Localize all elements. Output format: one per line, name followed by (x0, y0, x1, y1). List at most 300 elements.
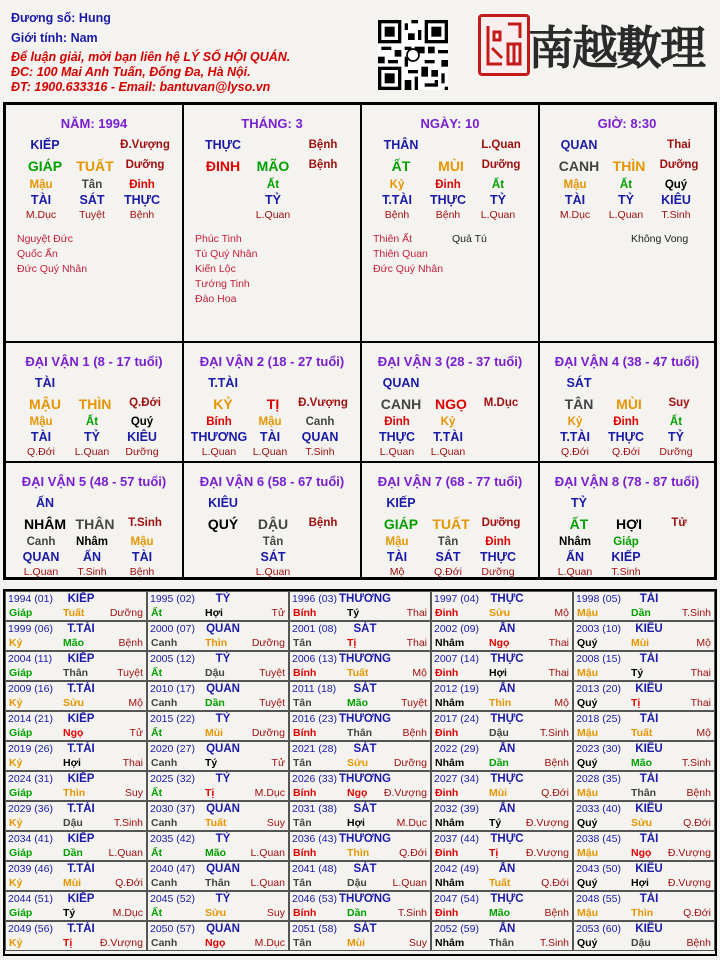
year-cell (431, 891, 573, 921)
luck-title: ĐẠI VẬN 4 (38 - 47 tuổi) (554, 354, 700, 369)
year-stem: Đinh (435, 607, 459, 619)
year-stem: Canh (151, 937, 178, 949)
year-cell (431, 801, 573, 831)
year-cell (5, 891, 147, 921)
year-god: KIÊU (635, 923, 663, 935)
year-label: 2052 (59) (434, 923, 479, 935)
luck-branch: THÌN (78, 396, 112, 412)
hidden-stem: Đinh (129, 179, 155, 191)
year-god: THƯƠNG (339, 593, 391, 605)
luck-branch: THÂN (75, 516, 115, 532)
year-phase: T.Sinh (681, 607, 711, 619)
luck-title: ĐẠI VẬN 7 (68 - 77 tuổi) (377, 474, 523, 489)
year-phase: M.Dục (112, 907, 143, 919)
year-branch: Ngọ (205, 937, 226, 949)
year-god: TÀI (639, 713, 659, 725)
year-label: 2043 (50) (576, 863, 621, 875)
year-stem: Tân (293, 937, 312, 949)
year-branch: Dần (489, 757, 509, 769)
year-label: 2022 (29) (434, 743, 479, 755)
shensha-star: Đức Quý Nhân (17, 263, 88, 275)
year-phase: L.Quan (250, 877, 285, 889)
year-branch: Tuất (63, 607, 85, 619)
hidden-phase: Dưỡng (125, 446, 159, 458)
year-god: ẤN (498, 623, 516, 635)
pillar-1 (183, 104, 361, 342)
year-phase: Thai (690, 697, 711, 709)
year-branch: Mão (631, 757, 652, 769)
year-label: 2038 (45) (576, 833, 621, 845)
address-line: ĐC: 100 Mai Anh Tuấn, Đống Đa, Hà Nội. (11, 65, 251, 79)
year-label: 1997 (04) (434, 593, 479, 605)
luck-pillar-7 (361, 462, 539, 578)
year-phase: Bệnh (544, 907, 569, 919)
year-branch: Tý (489, 817, 502, 829)
year-label: 2036 (43) (292, 833, 337, 845)
year-branch: Ngọ (63, 727, 84, 739)
pillar-top-god: QUAN (560, 138, 598, 152)
luck-god: TỶ (571, 496, 587, 510)
year-branch: Mùi (489, 787, 508, 799)
luck-god: SÁT (566, 376, 592, 390)
year-phase: Tử (271, 757, 285, 769)
year-branch: Tị (347, 637, 357, 649)
year-label: 2020 (27) (150, 743, 195, 755)
year-phase: Mộ (696, 637, 711, 649)
gender: Giới tính: Nam (11, 31, 98, 45)
hidden-god: TÀI (131, 550, 153, 564)
shensha-star: Tướng Tinh (195, 278, 250, 290)
year-phase: L.Quan (108, 847, 143, 859)
year-god: T.TÀI (67, 803, 95, 815)
year-label: 2033 (40) (576, 803, 621, 815)
year-god: KIÊU (635, 743, 663, 755)
pillar-stem: GIÁP (27, 158, 63, 174)
year-label: 2046 (53) (292, 893, 337, 905)
shensha-star: Kiến Lộc (195, 263, 236, 275)
year-branch: Tý (631, 667, 644, 679)
year-god: THỰC (490, 713, 524, 725)
hidden-god: T.TÀI (382, 193, 412, 207)
luck-stem: CANH (380, 396, 422, 412)
luck-god: ẤN (35, 496, 55, 510)
logo-text: 南越數理 (528, 21, 704, 75)
year-branch: Dần (631, 607, 651, 619)
year-stem: Giáp (9, 727, 33, 739)
year-god: T.TÀI (67, 623, 95, 635)
year-label: 2012 (19) (434, 683, 479, 695)
year-cell (431, 921, 573, 951)
year-phase: Tuyệt (401, 697, 427, 709)
year-cell (5, 861, 147, 891)
year-label: 2021 (28) (292, 743, 337, 755)
year-branch: Hợi (489, 667, 507, 679)
year-god: ẤN (498, 863, 516, 875)
luck-phase: T.Sinh (128, 517, 162, 529)
year-god: SÁT (353, 803, 377, 815)
year-god: KIÊU (635, 863, 663, 875)
year-phase: Thai (690, 667, 711, 679)
year-stem: Bính (293, 847, 317, 859)
seal-icon (482, 18, 526, 72)
hidden-god: TỶ (265, 193, 281, 207)
year-stem: Kỷ (9, 817, 23, 829)
luck-stem: MẬU (29, 396, 61, 412)
hidden-stem: Mậu (563, 179, 587, 191)
year-cell (431, 771, 573, 801)
year-stem: Quý (577, 817, 598, 829)
year-label: 2042 (49) (434, 863, 479, 875)
year-branch: Mùi (347, 937, 366, 949)
year-branch: Thân (347, 727, 373, 739)
year-phase: Đ.Vượng (99, 937, 143, 949)
year-god: TỶ (215, 833, 231, 845)
year-branch: Thìn (489, 697, 512, 709)
hidden-phase: L.Quan (480, 209, 516, 221)
hidden-god: TÀI (30, 430, 52, 444)
year-branch: Thân (205, 877, 231, 889)
year-phase: Q.Đới (541, 877, 569, 889)
luck-branch: MÙI (616, 396, 642, 412)
year-god: QUAN (206, 743, 240, 755)
year-cell (573, 831, 715, 861)
year-branch: Sửu (347, 757, 369, 769)
year-god: TỶ (215, 653, 231, 665)
luck-pillar-5 (5, 462, 183, 578)
year-stem: Bính (293, 787, 317, 799)
year-cell (147, 891, 289, 921)
year-phase: Bệnh (686, 937, 711, 949)
year-label: 2013 (20) (576, 683, 621, 695)
hidden-god: QUAN (22, 550, 60, 564)
hidden-god: KIÊU (661, 193, 691, 207)
year-label: 2031 (38) (292, 803, 337, 815)
luck-stem: QUÝ (207, 516, 239, 532)
year-cell (573, 591, 715, 621)
year-god: THỰC (490, 653, 524, 665)
pillar-stem: CANH (558, 158, 600, 174)
hidden-stem: Ất (619, 179, 633, 191)
year-branch: Tị (63, 937, 73, 949)
hidden-god: TỶ (668, 430, 684, 444)
year-phase: Dưỡng (109, 607, 143, 619)
year-phase: Dưỡng (251, 637, 285, 649)
year-god: KIẾP (67, 593, 95, 605)
year-label: 2040 (47) (150, 863, 195, 875)
year-phase: Thai (548, 637, 569, 649)
pillar-title: THÁNG: 3 (241, 116, 303, 131)
year-stem: Nhâm (435, 817, 465, 829)
year-cell (573, 921, 715, 951)
year-stem: Bính (293, 727, 317, 739)
year-label: 2019 (26) (8, 743, 53, 755)
year-stem: Giáp (9, 667, 33, 679)
hidden-phase: Bệnh (384, 209, 410, 221)
year-label: 2037 (44) (434, 833, 479, 845)
year-stem: Nhâm (435, 757, 465, 769)
pillar-branch: MÙI (438, 158, 464, 174)
year-god: THƯƠNG (339, 653, 391, 665)
year-label: 2023 (30) (576, 743, 621, 755)
year-label: 2001 (08) (292, 623, 337, 635)
year-cell (289, 831, 431, 861)
year-stem: Mậu (577, 847, 598, 859)
year-branch: Mùi (63, 877, 82, 889)
year-branch: Dậu (347, 877, 367, 889)
year-branch: Tý (63, 907, 76, 919)
year-branch: Tị (205, 787, 215, 799)
hidden-stem: Ất (266, 179, 280, 191)
year-phase: T.Sinh (681, 757, 711, 769)
person-name: Đương số: Hung (11, 11, 111, 25)
year-branch: Mùi (631, 637, 650, 649)
year-branch: Dậu (63, 817, 83, 829)
luck-title: ĐẠI VẬN 6 (58 - 67 tuổi) (199, 474, 345, 489)
year-branch: Dậu (631, 937, 651, 949)
hidden-phase: Dưỡng (659, 446, 693, 458)
header (0, 0, 720, 100)
year-branch: Thìn (631, 907, 654, 919)
year-label: 2032 (39) (434, 803, 479, 815)
year-cell (431, 621, 573, 651)
pillar-branch: THÌN (612, 158, 646, 174)
year-cell (5, 591, 147, 621)
year-label: 2045 (52) (150, 893, 195, 905)
year-label: 2029 (36) (8, 803, 53, 815)
year-god: T.TÀI (67, 863, 95, 875)
year-cell (5, 621, 147, 651)
year-cell (5, 741, 147, 771)
hidden-stem: Mậu (130, 536, 154, 548)
shensha-star: Đào Hoa (195, 293, 237, 305)
year-label: 1996 (03) (292, 593, 337, 605)
year-cell (289, 591, 431, 621)
year-stem: Ất (151, 907, 163, 919)
year-god: TỶ (215, 713, 231, 725)
yearly-luck-grid (3, 589, 717, 956)
year-branch: Tuất (347, 667, 369, 679)
year-label: 2049 (56) (8, 923, 53, 935)
luck-phase: Bệnh (308, 517, 338, 529)
shensha-star: Quả Tú (452, 233, 487, 245)
luck-pillar-3 (361, 342, 539, 462)
year-stem: Tân (293, 877, 312, 889)
hidden-stem: Ất (85, 416, 99, 428)
hidden-stem: Đinh (485, 536, 511, 548)
year-branch: Ngọ (489, 637, 510, 649)
hidden-stem: Mậu (29, 179, 53, 191)
hidden-phase: L.Quan (201, 446, 237, 458)
year-branch: Mão (63, 637, 84, 649)
pillar-top-phase: Thai (667, 139, 691, 151)
hidden-stem: Ất (491, 179, 505, 191)
hidden-stem: Ất (669, 416, 683, 428)
year-stem: Đinh (435, 907, 459, 919)
year-branch: Dần (63, 847, 83, 859)
year-cell (147, 831, 289, 861)
year-cell (431, 831, 573, 861)
year-label: 2005 (12) (150, 653, 195, 665)
hidden-stem: Kỷ (389, 179, 405, 191)
year-branch: Sửu (205, 907, 227, 919)
shensha-star: Thiên Quan (373, 248, 428, 260)
year-branch: Tuất (489, 877, 511, 889)
hidden-god: TỶ (618, 193, 634, 207)
year-branch: Hợi (347, 817, 365, 829)
qr-code-icon[interactable] (378, 20, 448, 90)
hidden-stem: Mậu (258, 416, 282, 428)
year-branch: Hợi (205, 607, 223, 619)
hidden-phase: L.Quan (557, 566, 593, 578)
hidden-god: TỶ (84, 430, 100, 444)
year-stem: Tân (293, 817, 312, 829)
shensha-star: Phúc Tinh (195, 233, 242, 245)
hidden-stem: Canh (26, 536, 56, 548)
year-cell (431, 681, 573, 711)
year-cell (289, 621, 431, 651)
pillar-top-god: THÂN (383, 138, 419, 152)
year-god: ẤN (498, 803, 516, 815)
shensha-star: Nguyệt Đức (17, 233, 74, 245)
luck-pillar-8 (539, 462, 715, 578)
year-god: ẤN (498, 743, 516, 755)
year-stem: Kỷ (9, 637, 23, 649)
year-label: 2047 (54) (434, 893, 479, 905)
year-cell (147, 591, 289, 621)
hidden-god: SÁT (260, 550, 286, 564)
year-label: 2024 (31) (8, 773, 53, 785)
year-branch: Mão (489, 907, 510, 919)
year-phase: T.Sinh (113, 817, 143, 829)
luck-title: ĐẠI VẬN 2 (18 - 27 tuổi) (199, 354, 345, 369)
luck-phase: Suy (668, 397, 690, 409)
year-cell (431, 711, 573, 741)
year-cell (289, 801, 431, 831)
hidden-stem: Canh (305, 416, 335, 428)
year-stem: Ất (151, 787, 163, 799)
year-branch: Tị (489, 847, 499, 859)
year-label: 2011 (18) (292, 683, 337, 695)
year-stem: Đinh (435, 847, 459, 859)
year-label: 2015 (22) (150, 713, 195, 725)
year-phase: Thai (548, 667, 569, 679)
year-stem: Canh (151, 877, 178, 889)
pillar-top-phase: L.Quan (481, 139, 521, 151)
year-stem: Ất (151, 667, 163, 679)
year-branch: Thân (63, 667, 89, 679)
year-cell (5, 681, 147, 711)
hidden-phase: Tuyệt (79, 209, 105, 221)
year-label: 1998 (05) (576, 593, 621, 605)
year-branch: Thân (489, 937, 515, 949)
hidden-stem: Kỷ (440, 416, 456, 428)
year-god: THỰC (490, 773, 524, 785)
luck-branch: DẬU (257, 516, 289, 532)
year-god: TỶ (215, 893, 231, 905)
hidden-phase: Q.Đới (27, 446, 55, 458)
year-phase: Mộ (554, 607, 569, 619)
year-label: 2053 (60) (576, 923, 621, 935)
luck-phase: Q.Đới (129, 397, 161, 409)
year-cell (573, 891, 715, 921)
luck-god: TÀI (34, 376, 56, 390)
year-stem: Mậu (577, 907, 598, 919)
year-branch: Tuất (631, 727, 653, 739)
year-stem: Bính (293, 907, 317, 919)
hidden-god: SÁT (79, 193, 105, 207)
luck-god: KIÊU (208, 496, 238, 510)
hidden-phase: T.Sinh (305, 446, 335, 458)
year-god: ẤN (498, 923, 516, 935)
hidden-god: SÁT (435, 550, 461, 564)
luck-title: ĐẠI VẬN 5 (48 - 57 tuổi) (21, 474, 167, 489)
year-stem: Đinh (435, 667, 459, 679)
pillar-3 (539, 104, 715, 342)
year-stem: Ất (151, 727, 163, 739)
luck-phase: Tử (671, 517, 687, 529)
luck-god: T.TÀI (208, 376, 238, 390)
year-cell (289, 921, 431, 951)
year-stem: Quý (577, 637, 598, 649)
year-cell (573, 771, 715, 801)
year-phase: Q.Đới (541, 787, 569, 799)
year-phase: Thai (406, 637, 427, 649)
pillar-top-phase: Đ.Vượng (120, 139, 170, 151)
hidden-phase: L.Quan (74, 446, 110, 458)
luck-title: ĐẠI VẬN 3 (28 - 37 tuổi) (377, 354, 523, 369)
year-branch: Hợi (63, 757, 81, 769)
year-stem: Bính (293, 607, 317, 619)
hidden-stem: Nhâm (559, 536, 591, 548)
year-phase: M.Dục (396, 817, 427, 829)
year-phase: Đ.Vượng (525, 817, 569, 829)
year-cell (289, 651, 431, 681)
year-stem: Kỷ (9, 757, 23, 769)
year-label: 2007 (14) (434, 653, 479, 665)
year-god: THƯƠNG (339, 773, 391, 785)
year-god: THỰC (490, 593, 524, 605)
shensha-star: Thiên Ất (373, 233, 413, 245)
year-stem: Bính (293, 667, 317, 679)
hidden-god: ẤN (82, 550, 102, 564)
year-phase: Tuyệt (259, 697, 285, 709)
hidden-phase: Bệnh (129, 209, 155, 221)
year-phase: Q.Đới (115, 877, 143, 889)
year-phase: Đ.Vượng (667, 877, 711, 889)
year-label: 2034 (41) (8, 833, 53, 845)
year-label: 2048 (55) (576, 893, 621, 905)
hidden-stem: Quý (130, 416, 154, 428)
year-phase: T.Sinh (397, 907, 427, 919)
year-cell (147, 801, 289, 831)
hidden-phase: L.Quan (379, 446, 415, 458)
year-god: TÀI (639, 773, 659, 785)
year-stem: Ất (151, 607, 163, 619)
pillar-title: NGÀY: 10 (420, 116, 480, 131)
pillar-phase: Bệnh (308, 159, 338, 171)
luck-phase: M.Dục (483, 397, 519, 409)
hidden-god: KIẾP (611, 550, 641, 564)
year-stem: Canh (151, 757, 178, 769)
luck-phase: Dưỡng (481, 517, 521, 529)
year-phase: T.Sinh (539, 937, 569, 949)
year-god: T.TÀI (67, 683, 95, 695)
year-phase: Tuyệt (117, 667, 143, 679)
year-phase: Dưỡng (393, 757, 427, 769)
year-stem: Tân (293, 637, 312, 649)
year-stem: Quý (577, 697, 598, 709)
year-label: 2026 (33) (292, 773, 337, 785)
